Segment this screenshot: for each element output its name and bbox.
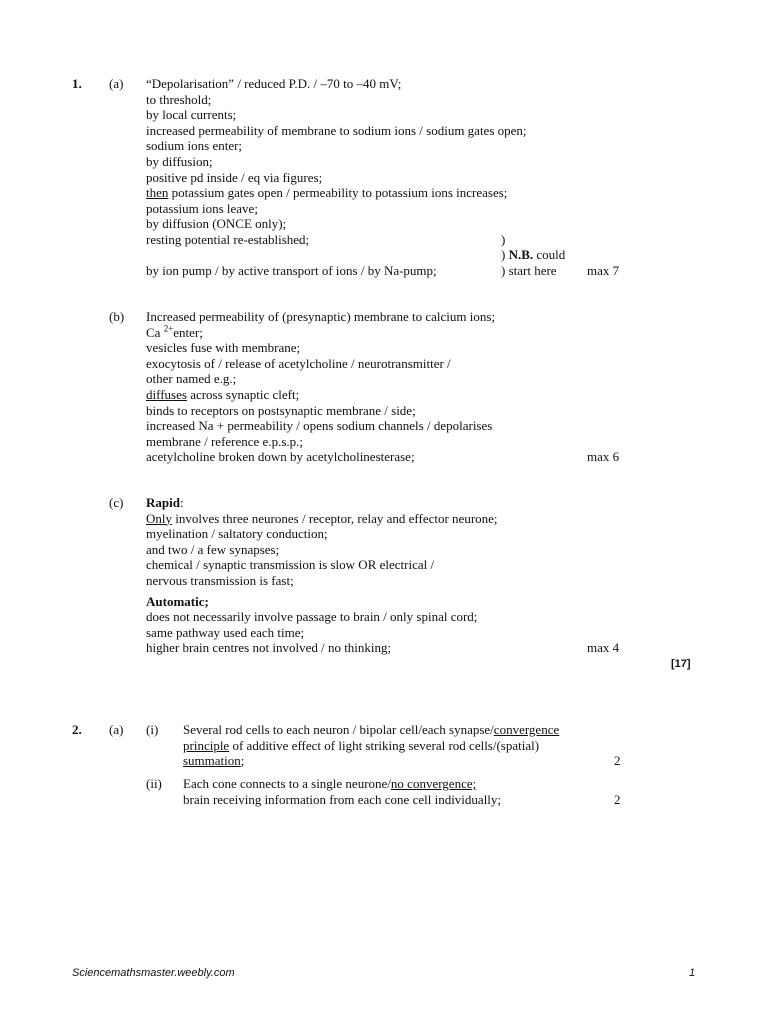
nb-bold: N.B. [508,247,534,262]
q1c-line [146,511,586,527]
nb-start-here: ) start here [501,263,557,278]
q1b-line: binds to receptors on postsynaptic membrane / side; [146,402,416,418]
rapid-heading-text: Rapid [146,495,180,510]
q1b-label: (b) [109,309,125,324]
q1c-mark: max 4 [587,640,620,655]
question-1-number: 1. [72,76,82,91]
q1a-mark: max 7 [587,263,620,278]
footer-page-number: 1 [689,967,696,979]
q1c-label: (c) [109,495,124,510]
convergence-underlined: convergence [493,722,560,737]
q1a-line [146,185,586,201]
q1a-line: resting potential re-established; [146,231,310,247]
q1c-line: nervous transmission is fast; [146,572,294,588]
q1b-line: vesicles fuse with membrane; [146,340,301,356]
footer-site: Sciencemathsmaster.weebly.com [72,967,235,979]
summation-underlined: summation [183,753,241,769]
nb-bracket: ) [501,232,506,247]
nb-prefix: ) [501,247,509,262]
q1b-line: membrane / reference e.p.s.p.; [146,433,304,449]
q1a-line: by ion pump / by active transport of ions / by Na-pump; [146,263,437,279]
q1b-line [146,325,586,341]
q1b-answer [146,309,586,465]
q2ai-answer [183,722,603,769]
q2ai-label: (i) [146,722,159,737]
rapid-colon: : [179,495,184,510]
q2aii-line [183,776,603,792]
ca-text: Ca [146,324,164,340]
automatic-heading: Automatic; [146,593,209,609]
then-underlined: then [146,185,169,201]
q2ai-line2-text: of additive effect of light striking several rod cells/(spatial) [229,737,540,753]
q2aii-line: brain receiving information from each cone cell individually; [183,791,502,807]
rapid-heading [146,495,586,511]
q1b-line: other named e.g.; [146,371,237,387]
q1a-line: potassium ions leave; [146,200,258,216]
q2ai-line [183,722,603,738]
q1a-line: to threshold; [146,91,212,107]
q1c-answer [146,495,586,656]
q1a-label: (a) [109,76,124,91]
q1b-line: Increased permeability of (presynaptic) membrane to calcium ions; [146,309,496,324]
q2aii-line1-text: Each cone connects to a single neurone/ [183,776,391,791]
q2ai-line [183,738,603,754]
q1c-line: same pathway used each time; [146,624,305,640]
q1a-line: “Depolarisation” / reduced P.D. / –70 to –40 mV; [146,76,402,91]
ca-superscript: 2+ [163,323,174,334]
ca-rest: enter; [173,324,203,340]
question-2-number: 2. [72,722,82,737]
no-convergence-underlined: no convergence; [390,776,477,791]
q2ai-mark: 2 [614,753,621,768]
q1a-line: sodium ions enter; [146,138,243,154]
nb-rest: could [533,247,566,262]
q2a-label: (a) [109,722,124,737]
q1-total-marks: [17] [671,658,691,670]
q1a-line: positive pd inside / eq via figures; [146,169,323,185]
q2ai-line [183,753,603,769]
nb-note [501,247,565,263]
q1b-line: exocytosis of / release of acetylcholine / neurotransmitter / [146,355,451,371]
q2aii-answer [183,776,603,807]
q1c-line: chemical / synaptic transmission is slow OR electrical / [146,557,435,573]
q1c-line: does not necessarily involve passage to brain / only spinal cord; [146,609,478,625]
then-rest: potassium gates open / permeability to potassium ions increases; [168,185,508,201]
diffuses-underlined: diffuses [146,386,187,402]
q2ai-line1-text: Several rod cells to each neuron / bipolar cell/each synapse/ [183,722,494,737]
q1c-line: myelination / saltatory conduction; [146,526,328,542]
q1a-line: by diffusion; [146,153,213,169]
diffuses-rest: across synaptic cleft; [186,386,300,402]
q1a-line: by local currents; [146,107,237,123]
q2aii-label: (ii) [146,776,162,791]
q1a-line: by diffusion (ONCE only); [146,216,287,232]
q1b-line [146,387,586,403]
q1b-line: acetylcholine broken down by acetylcholinesterase; [146,449,415,465]
only-rest: involves three neurones / receptor, relay and effector neurone; [172,510,498,526]
q1a-line: increased permeability of membrane to sodium ions / sodium gates open; [146,122,527,138]
only-underlined: Only [146,510,172,526]
q2ai-line3-text: ; [240,753,245,769]
q1c-line: and two / a few synapses; [146,541,280,557]
q1c-line: higher brain centres not involved / no thinking; [146,640,392,656]
q1b-mark: max 6 [587,449,620,464]
principle-underlined: principle [183,737,230,753]
q1b-line: increased Na + permeability / opens sodium channels / depolarises [146,418,493,434]
q2aii-mark: 2 [614,792,621,807]
